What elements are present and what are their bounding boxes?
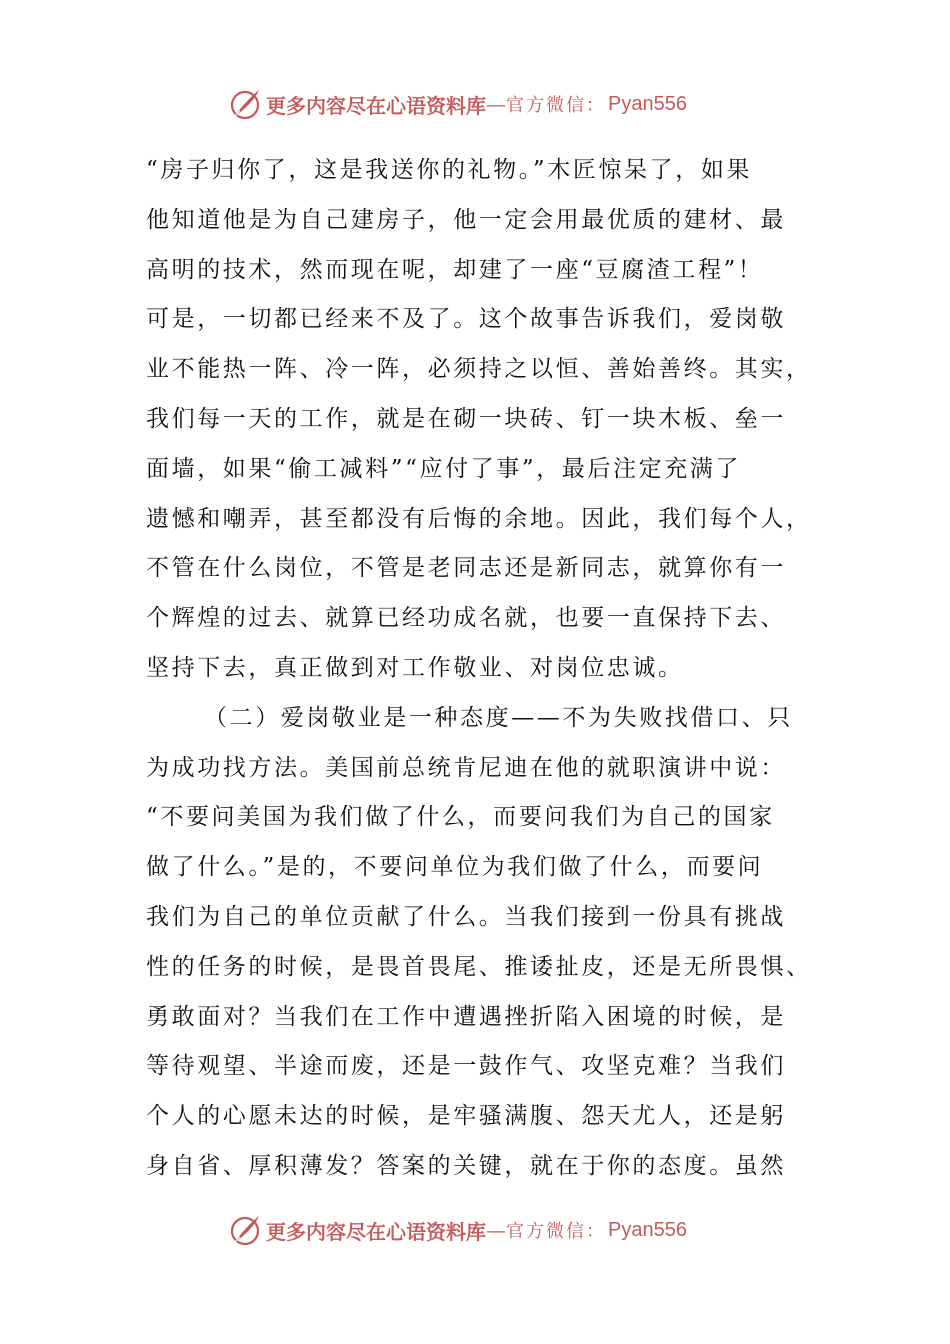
watermark-separator: — [486, 92, 506, 116]
text-line: 高明的技术，然而现在呢，却建了一座“豆腐渣工程”！ [146, 256, 764, 283]
text-line: 做了什么。”是的，不要问单位为我们做了什么，而要问 [146, 854, 764, 881]
text-line: 我们每一天的工作，就是在砌一块砖、钉一块木板、垒一 [146, 405, 786, 432]
text-line: “不要问美国为我们做了什么，而要问我们为自己的国家 [146, 804, 775, 831]
quill-pen-logo-icon [228, 87, 262, 121]
quill-pen-logo-icon [228, 1213, 262, 1247]
watermark-brand: 更多内容尽在心语资料库 [266, 93, 486, 118]
text-line: 业不能热一阵、冷一阵，必须持之以恒、善始善终。其实， [146, 356, 812, 383]
watermark-separator: — [486, 1218, 506, 1242]
watermark-brand: 更多内容尽在心语资料库 [266, 1219, 486, 1244]
text-line: 我们为自己的单位贡献了什么。当我们接到一份具有挑战 [146, 903, 786, 930]
text-line: 身自省、厚积薄发？答案的关键，就在于你的态度。虽然 [146, 1152, 786, 1179]
text-line: 不管在什么岗位，不管是老同志还是新同志，就算你有一 [146, 555, 786, 582]
text-line: 坚持下去，真正做到对工作敬业、对岗位忠诚。 [146, 654, 684, 681]
watermark-id: Pyan556 [608, 92, 687, 115]
text-line: 为成功找方法。美国前总统肯尼迪在他的就职演讲中说： [146, 754, 786, 781]
text-line: 个辉煌的过去、就算已经功成名就，也要一直保持下去、 [146, 605, 786, 632]
text-line: 等待观望、半途而废，还是一鼓作气、攻坚克难？当我们 [146, 1053, 786, 1080]
text-line: 性的任务的时候，是畏首畏尾、推诿扯皮，还是无所畏惧、 [146, 953, 812, 980]
watermark-id: Pyan556 [608, 1218, 687, 1241]
text-line: “房子归你了，这是我送你的礼物。”木匠惊呆了，如果 [146, 157, 753, 183]
text-line: 遗憾和嘲弄，甚至都没有后悔的余地。因此，我们每个人， [146, 505, 812, 532]
watermark-label: 官方微信： [506, 1221, 606, 1242]
text-line: 可是，一切都已经来不及了。这个故事告诉我们，爱岗敬 [146, 306, 786, 333]
text-line: 面墙，如果“偷工减料”“应付了事”，最后注定充满了 [146, 455, 742, 482]
watermark-label: 官方微信： [506, 95, 606, 116]
text-line: 个人的心愿未达的时候，是牢骚满腹、怨天尤人，还是躬 [146, 1103, 786, 1130]
section-heading-line: （二）爱岗敬业是一种态度——不为失败找借口、只 [204, 704, 793, 731]
text-line: 他知道他是为自己建房子，他一定会用最优质的建材、最 [146, 206, 786, 233]
footer-watermark [228, 1210, 748, 1250]
header-watermark [228, 84, 748, 124]
text-line: 勇敢面对？当我们在工作中遭遇挫折陷入困境的时候，是 [146, 1003, 786, 1030]
body-text [146, 146, 812, 1192]
